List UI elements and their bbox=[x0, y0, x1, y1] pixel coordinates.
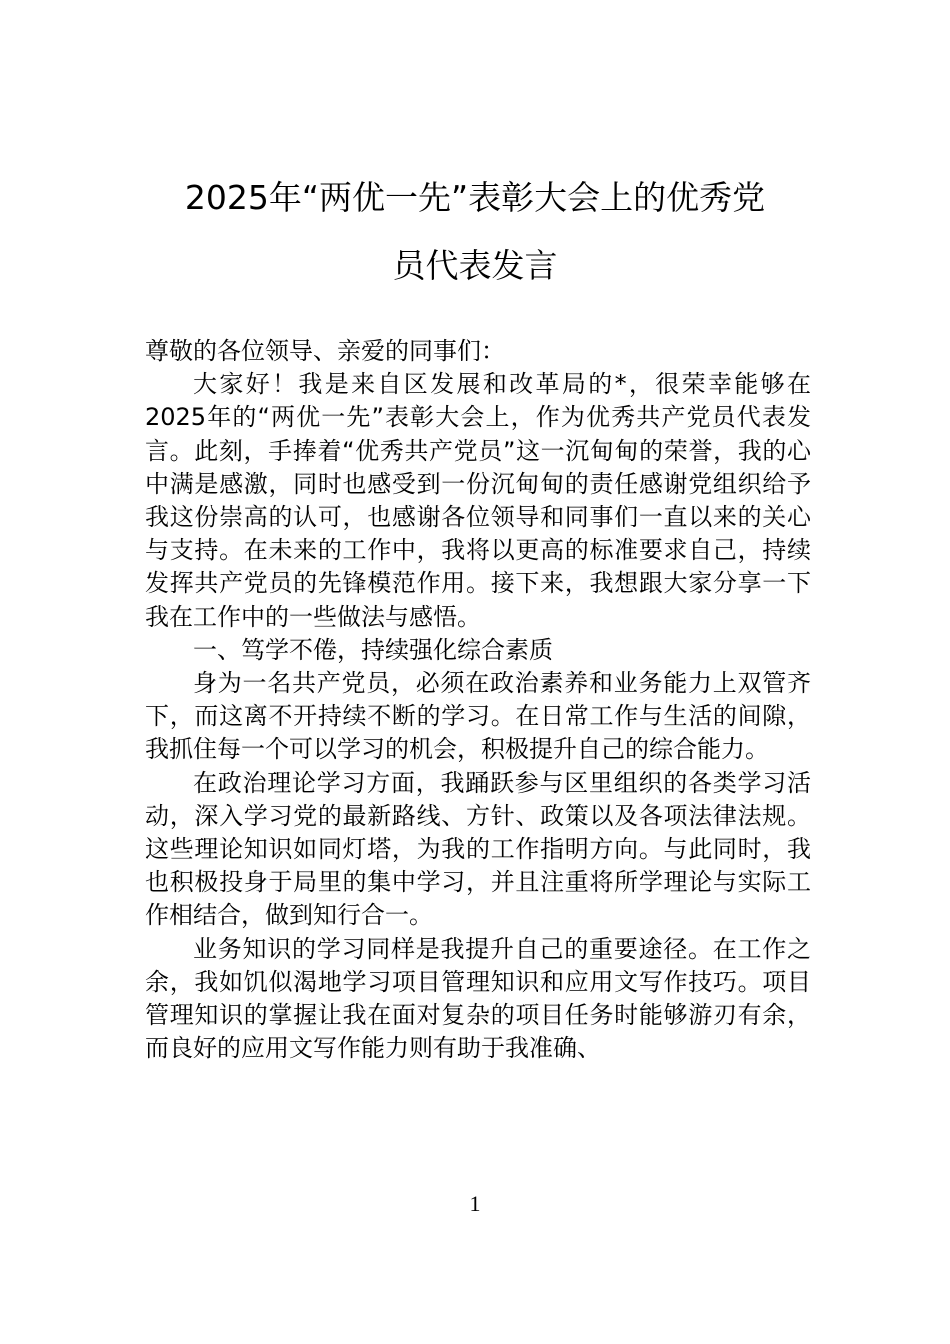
paragraph-business-knowledge: 业务知识的学习同样是我提升自己的重要途径。在工作之余，我如饥似渴地学习项目管理知识和应用文写作技巧。项目管理知识的掌握让我在面对复杂的项目任务时能够游刃有余，而良好的应用文写作能力则有助于我准确、 bbox=[145, 934, 811, 1063]
paragraph-political-theory: 在政治理论学习方面，我踊跃参与区里组织的各类学习活动，深入学习党的最新路线、方针、政策以及各项法律法规。这些理论知识如同灯塔，为我的工作指明方向。与此同时，我也积极投身于局里的集中学习，并且注重将所学理论与实际工作相结合，做到知行合一。 bbox=[145, 768, 811, 930]
paragraph-opening: 大家好！我是来自区发展和改革局的*，很荣幸能够在2025年的“两优一先”表彰大会上，作为优秀共产党员代表发言。此刻，手捧着“优秀共产党员”这一沉甸甸的荣誉，我的心中满是感激，同时也感受到一份沉甸甸的责任感谢党组织给予我这份崇高的认可，也感谢各位领导和同事们一直以来的关心与支持。在未来的工作中，我将以更高的标准要求自己，持续发挥共产党员的先锋模范作用。接下来，我想跟大家分享一下我在工作中的一些做法与感悟。 bbox=[145, 370, 811, 631]
page-number: 1 bbox=[469, 1191, 481, 1216]
section-heading-1: 一、笃学不倦，持续强化综合素质 bbox=[193, 635, 553, 664]
salutation: 尊敬的各位领导、亲爱的同事们： bbox=[145, 337, 505, 365]
document-body bbox=[145, 335, 811, 1065]
paragraph-study-intro: 身为一名共产党员，必须在政治素养和业务能力上双管齐下，而这离不开持续不断的学习。在日常工作与生活的间隙，我抓住每一个可以学习的机会，积极提升自己的综合能力。 bbox=[145, 669, 811, 764]
document-title-line-1: 2025年“两优一先”表彰大会上的优秀党 bbox=[184, 178, 766, 217]
document-title-line-2: 员代表发言 bbox=[392, 246, 558, 285]
